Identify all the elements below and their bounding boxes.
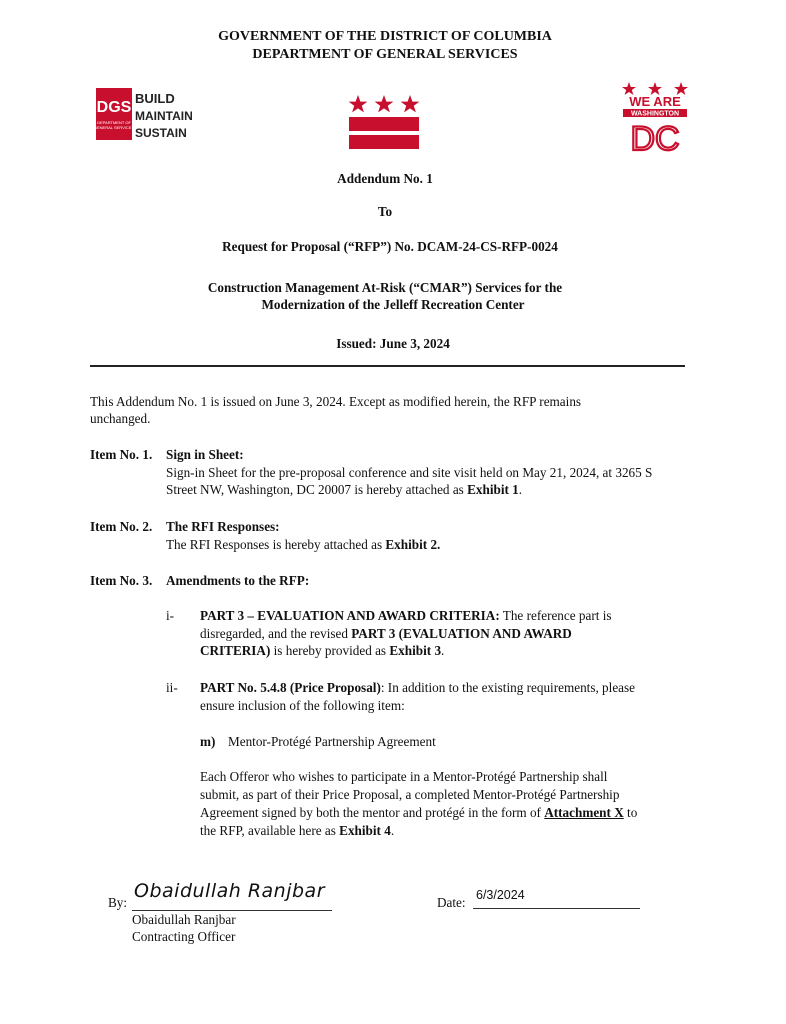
item1-line2: Street NW, Washington, DC 20007 is hereby attached as Exhibit 1. (166, 482, 523, 497)
title-divider (90, 365, 685, 367)
addendum-title: Addendum No. 1 (337, 171, 433, 186)
by-label: By: (108, 895, 128, 910)
sub-ii-marker: ii- (166, 680, 178, 695)
dgs-logo-word-build: BUILD (135, 91, 175, 106)
item-m-text: Mentor-Protégé Partnership Agreement (228, 734, 436, 749)
item2-line1: The RFI Responses is hereby attached as Exhibit 2. (166, 537, 441, 552)
header-line2: DEPARTMENT OF GENERAL SERVICES (252, 47, 518, 62)
sub-i-marker: i- (166, 608, 175, 623)
item2-label: Item No. 2. (90, 519, 153, 534)
date-line (473, 908, 640, 909)
date-label: Date: (437, 895, 466, 910)
exhibit-1-ref: Exhibit 1 (467, 482, 519, 497)
item1-label: Item No. 1. (90, 447, 153, 462)
date-value: 6/3/2024 (476, 888, 525, 902)
sub-ii-line2: ensure inclusion of the following item: (200, 698, 405, 713)
signatory-role: Contracting Officer (132, 929, 236, 944)
sub-i-line2: disregarded, and the revised PART 3 (EVALUATION AND AWARD (200, 626, 572, 641)
mentor-para-line2: submit, as part of their Price Proposal, a completed Mentor-Protégé Partnership (200, 787, 620, 802)
item1-line1: Sign-in Sheet for the pre-proposal conference and site visit held on May 21, 2024, at 3265 S (166, 465, 653, 480)
exhibit-4-ref: Exhibit 4 (339, 823, 391, 838)
wearedc-bottom: DC (630, 120, 680, 158)
item2-title: The RFI Responses: (166, 519, 280, 534)
we-are-washington-dc-logo (619, 80, 691, 158)
services-line2: Modernization of the Jelleff Recreation Center (261, 297, 525, 312)
item1-title: Sign in Sheet: (166, 447, 244, 462)
dgs-logo (93, 86, 193, 142)
services-line1: Construction Management At-Risk (“CMAR”) Services for the (207, 280, 563, 295)
item-m-label: m) (200, 734, 216, 749)
issued-date: Issued: June 3, 2024 (336, 336, 450, 351)
sub-i-line3: CRITERIA) is hereby provided as Exhibit 3. (200, 643, 445, 658)
dgs-logo-word-sustain: SUSTAIN (135, 126, 187, 140)
item3-title: Amendments to the RFP: (166, 573, 310, 588)
wearedc-mid: WASHINGTON (630, 110, 680, 118)
mentor-para-line1: Each Offeror who wishes to participate in a Mentor-Protégé Partnership shall (200, 769, 608, 784)
attachment-x-link[interactable]: Attachment X (544, 805, 624, 820)
signature-script: Obaidullah Ranjbar (134, 880, 326, 902)
header-line1: GOVERNMENT OF THE DISTRICT OF COLUMBIA (218, 29, 552, 44)
mentor-para-line4: the RFP, available here as Exhibit 4. (200, 823, 395, 838)
sub-ii-line1: PART No. 5.4.8 (Price Proposal): In addition to the existing requirements, please (200, 680, 636, 695)
item3-label: Item No. 3. (90, 573, 153, 588)
signatory-name: Obaidullah Ranjbar (132, 912, 236, 927)
rfp-number: Request for Proposal (“RFP”) No. DCAM-24-CS-RFP-0024 (222, 239, 558, 254)
wearedc-top: WE ARE (629, 94, 681, 109)
dgs-logo-sub-1: DEPARTMENT OF (97, 120, 131, 125)
dgs-logo-sub-2: GENERAL SERVICES (93, 125, 135, 130)
exhibit-3-ref: Exhibit 3 (389, 643, 442, 658)
dc-flag-logo (347, 93, 421, 151)
exhibit-2-ref: Exhibit 2. (385, 537, 441, 552)
mentor-para-line3: Agreement signed by both the mentor and protégé in the form of Attachment X to (200, 805, 638, 820)
dgs-logo-word-maintain: MAINTAIN (135, 109, 193, 123)
sub-i-line1: PART 3 – EVALUATION AND AWARD CRITERIA: The reference part is (200, 608, 612, 623)
intro-line2: unchanged. (90, 411, 151, 426)
dgs-logo-abbr: DGS (96, 99, 132, 116)
addendum-to: To (377, 204, 393, 219)
intro-line1: This Addendum No. 1 is issued on June 3, 2024. Except as modified herein, the RFP remains (90, 394, 582, 409)
